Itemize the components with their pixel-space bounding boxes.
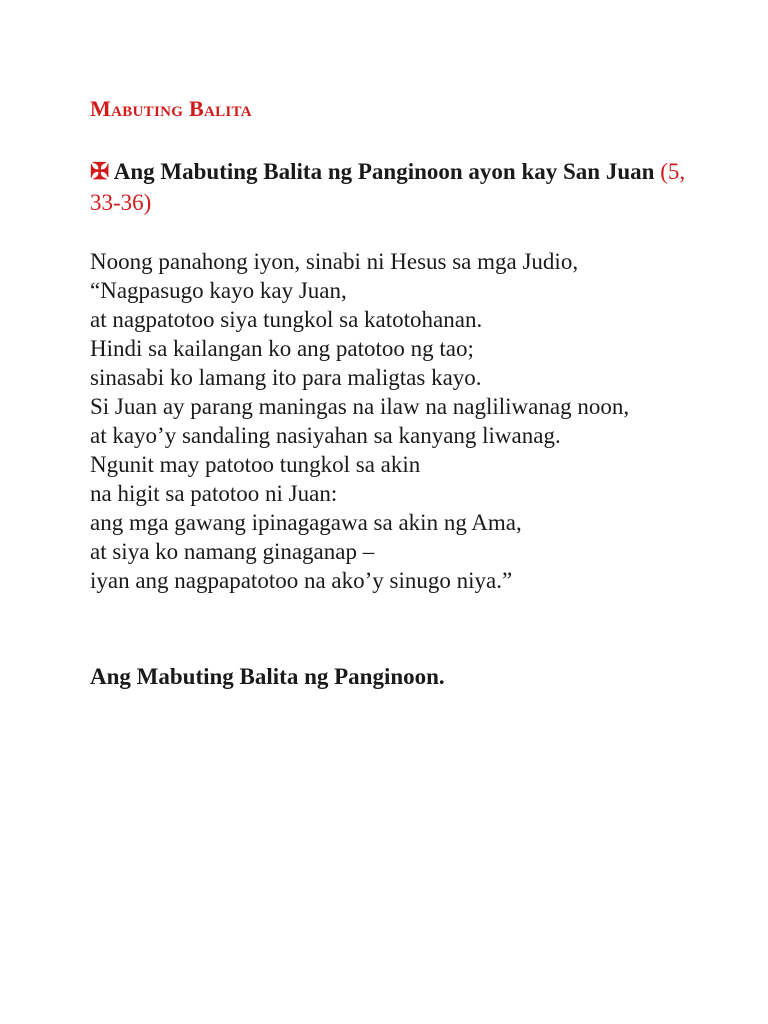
section-title: Mabuting Balita (90, 96, 252, 121)
gospel-verses (90, 247, 690, 595)
cross-icon: ✠ (90, 159, 110, 184)
verse-line: Ngunit may patotoo tungkol sa akin (90, 452, 421, 477)
verse-line: sinasabi ko lamang ito para maligtas kayo. (90, 365, 482, 390)
verse-line: iyan ang nagpapatotoo na ako’y sinugo niya.” (90, 568, 513, 593)
gospel-heading-text: Ang Mabuting Balita ng Panginoon ayon kay San Juan (113, 159, 655, 184)
verse-line: Noong panahong iyon, sinabi ni Hesus sa mga Judio, (90, 249, 579, 274)
scripture-reference: (5, 33-36) (90, 159, 686, 215)
verse-line: na higit sa patotoo ni Juan: (90, 481, 338, 506)
verse-line: “Nagpasugo kayo kay Juan, (90, 278, 347, 303)
verse-line: Si Juan ay parang maningas na ilaw na nagliliwanag noon, (90, 394, 630, 419)
closing-acclamation: Ang Mabuting Balita ng Panginoon. (90, 664, 445, 689)
verse-line: at siya ko namang ginaganap – (90, 539, 375, 564)
verse-line: ang mga gawang ipinagagawa sa akin ng Ama, (90, 510, 522, 535)
verse-line: at kayo’y sandaling nasiyahan sa kanyang liwanag. (90, 423, 561, 448)
verse-line: Hindi sa kailangan ko ang patotoo ng tao; (90, 336, 474, 361)
verse-line: at nagpatotoo siya tungkol sa katotohanan. (90, 307, 483, 332)
gospel-heading (90, 156, 690, 218)
